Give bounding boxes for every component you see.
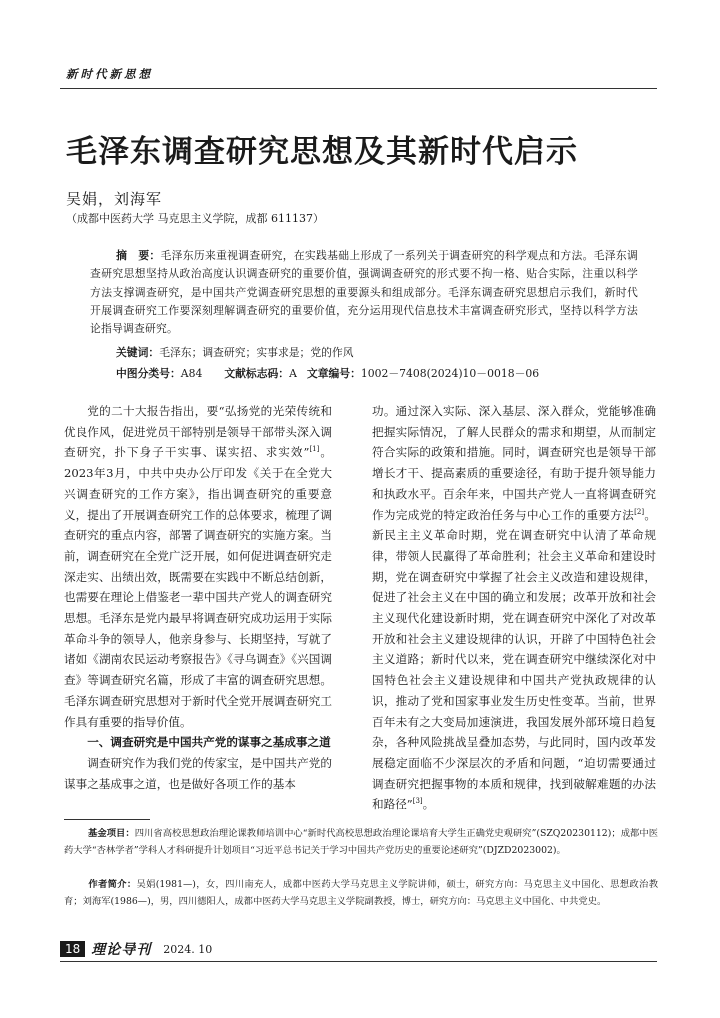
fund-text: 四川省高校思想政治理论课教师培训中心“新时代高校思想政治理论课培育大学生正确党史观研究”(SZQ20230112)；成都中医药大学“杏林学者”学科人才科研提升计划项目“习近平总书记关于学习中国共产党历史的重要论述研究”(DJZD2023002)。 [64,828,658,856]
citation-ref: [2] [634,507,645,516]
keywords-label: 关键词： [116,346,160,359]
clc-label: 中图分类号： [116,367,181,380]
article-authors: 吴娟，刘海军 [66,190,163,208]
abstract-text: 毛泽东历来重视调查研究，在实践基础上形成了一系列关于调查研究的科学观点和方法。毛泽东调查研究思想坚持从政治高度认识调查研究的重要价值，强调调查研究的形式要不拘一格、贴合实际，注重以科学方法支撑调查研究，是中国共产党调查研究思想的重要源头和组成部分。毛泽东调查研究思想启示我们，新时代开展调查研究工作要深刻理解调查研究的重要价值，充分运用现代信息技术丰富调查研究形式，坚持以科学方法论指导调查研究。 [90,249,638,336]
citation-ref: [1] [309,445,320,454]
issue-number: 2024. 10 [163,942,213,956]
section-heading: 一、调查研究是中国共产党的谋事之基成事之道 [87,735,331,750]
article-no-label: 文章编号： [306,367,361,380]
body-paragraph: 调查研究作为我们党的传家宝，是中国共产党的谋事之基成事之道，也是做好各项工作的基本 [64,755,332,791]
doc-code-value: A [289,367,297,380]
classification-line [116,366,539,381]
body-column-left [64,401,332,794]
article-no-value: 1002－7408(2024)10－0018－06 [360,367,540,380]
body-paragraph [372,401,656,815]
paragraph-text: 党的二十大报告指出，要“弘扬党的光荣传统和优良作风，促进党员干部特别是领导干部带头深入调查研究，扑下身子干实事、谋实招、求实效” [64,404,332,460]
doc-code-label: 文献标志码： [224,367,290,380]
abstract [90,247,638,338]
author-bio-label: 作者简介： [88,879,137,890]
author-bio-text: 吴娟(1981—)，女，四川南充人，成都中医药大学马克思主义学院讲师，硕士，研究方向：马克思主义中国化、思想政治教育；刘海军(1986—)，男，四川德阳人，成都中医药大学马克思主义学院副教授，博士，研究方向：马克思主义中国化、中共党史。 [64,879,658,907]
paragraph-text: 。 [422,797,435,812]
body-paragraph [64,401,332,732]
keywords-line [116,345,354,360]
journal-name: 理论导刊 [91,942,152,958]
article-title: 毛泽东调查研究思想及其新时代启示 [66,134,578,170]
footnote-rule [64,819,150,820]
page-number: 18 [60,941,85,957]
page-footer [60,938,212,960]
section-header: 新时代新思想 [66,67,153,81]
paragraph-text: 功。通过深入实际、深入基层、深入群众，党能够准确把握实际情况，了解人民群众的需求和期望，从而制定符合实际的政策和措施。同时，调查研究也是领导干部增长才干、提高素质的重要途径，有助于提升领导能力和执政水平。百余年来，中国共产党人一直将调查研究作为完成党的特定政治任务与中心工作的重要方法 [372,404,656,522]
abstract-label: 摘 要： [116,249,161,262]
fund-label: 基金项目： [88,828,135,839]
keywords: 毛泽东；调查研究；实事求是；党的作风 [159,346,354,359]
paragraph-text: 。2023年3月，中共中央办公厅印发《关于在全党大兴调查研究的工作方案》，指出调查研究的重要意义，提出了开展调查研究工作的总体要求，梳理了调查研究的重点内容，部署了调查研究的实施方案。当前，调查研究在全党广泛开展，如何促进调查研究走深走实、出绩出效，既需要在实践中不断总结创新，也需要在理论上借鉴老一辈中国共产党人的调查研究思想。毛泽东是党内最早将调查研究成功运用于实际革命斗争的领导人，他亲身参与、长期坚持，写就了诸如《湖南农民运动考察报告》《寻乌调查》《兴国调查》等调查研究名篇，形成了丰富的调查研究思想。毛泽东调查研究思想对于新时代全党开展调查研究工作具有重要的指导价值。 [64,445,332,729]
author-footnote [64,876,658,910]
body-column-right [372,401,656,815]
footer-rule [60,961,657,962]
clc-value: A84 [180,367,203,380]
citation-ref: [3] [412,797,423,806]
header-rule [60,88,657,89]
author-affiliation: （成都中医药大学 马克思主义学院，成都 611137） [66,212,324,225]
paragraph-text: 。新民主主义革命时期，党在调查研究中认清了革命规律，带领人民赢得了革命胜利；社会主义革命和建设时期，党在调查研究中掌握了社会主义改造和建设规律，促进了社会主义在中国的确立和发展；改革开放和社会主义现代化建设新时期，党在调查研究中深化了对改革开放和社会主义建设规律的认识，开辟了中国特色社会主义道路；新时代以来，党在调查研究中继续深化对中国特色社会主义建设规律和中国共产党执政规律的认识，推动了党和国家事业发生历史性变革。当前，世界百年未有之大变局加速演进，我国发展外部环境日趋复杂，各种风险挑战呈叠加态势，与此同时，国内改革发展稳定面临不少深层次的矛盾和问题，“迫切需要通过调查研究把握事物的本质和规律，找到破解难题的办法和路径” [372,507,656,812]
fund-footnote [64,825,658,859]
